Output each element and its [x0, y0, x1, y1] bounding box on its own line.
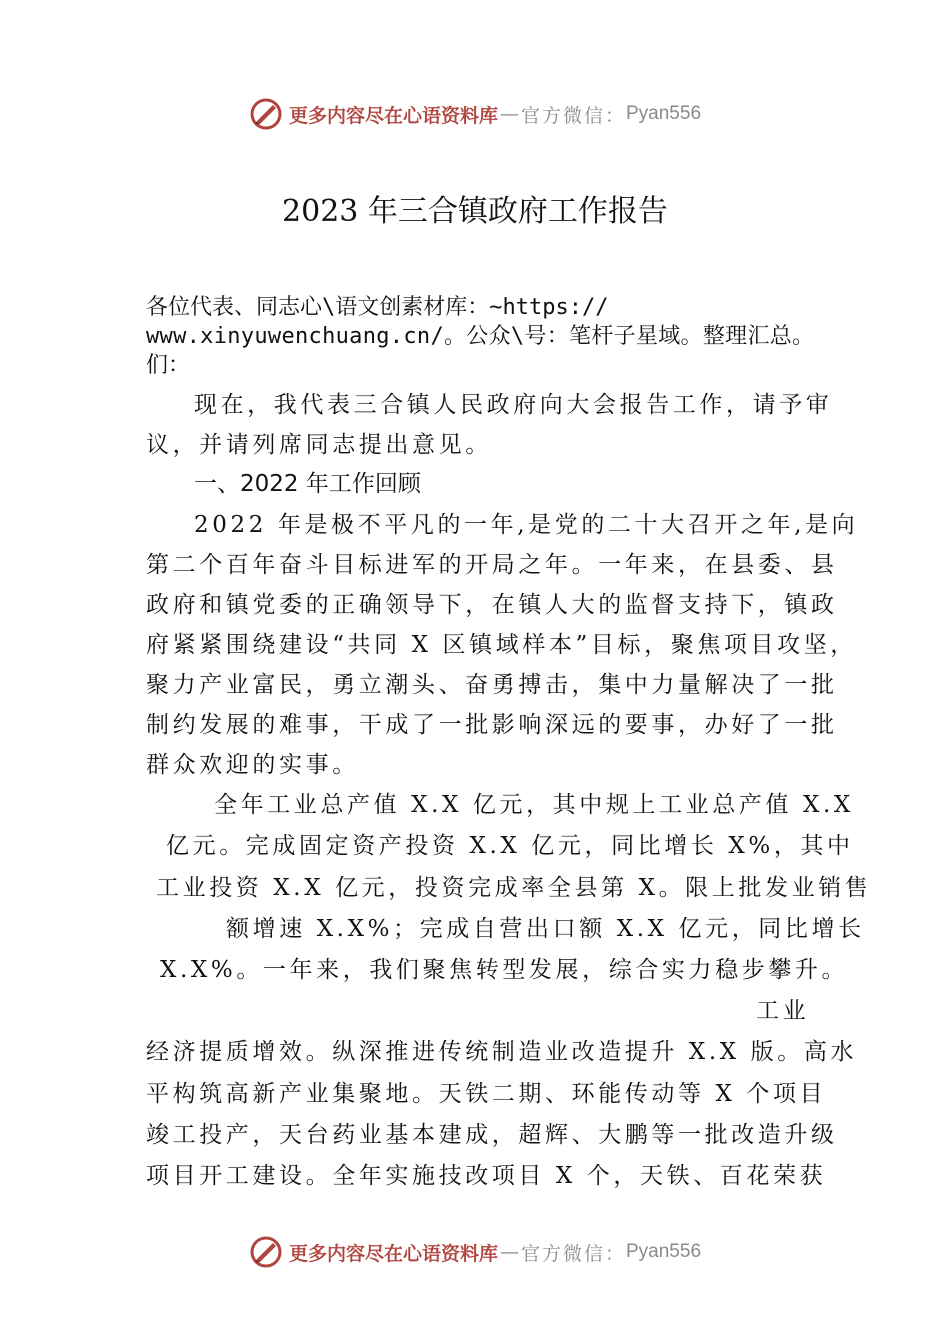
- official-label: 官方微信：: [520, 1242, 626, 1265]
- paragraph-line: 制约发展的难事，干成了一批影响深远的要事，办好了一批: [146, 712, 838, 738]
- paragraph-line: 亿元。完成固定资产投资 X.X 亿元，同比增长 X%，其中: [166, 833, 854, 859]
- official-label: 官方微信：: [520, 104, 626, 127]
- paragraph-line: 2022 年是极不平凡的一年,是党的二十大召开之年,是向: [194, 512, 859, 538]
- banner-dash: —: [499, 1241, 519, 1263]
- paragraph-line: 府紧紧围绕建设“共同 X 区镇域样本”目标，聚焦项目攻坚，: [146, 632, 857, 658]
- paragraph-line: 群众欢迎的实事。: [146, 752, 359, 778]
- paragraph-line: 聚力产业富民，勇立潮头、奋勇搏击，集中力量解决了一批: [146, 672, 838, 698]
- paragraph-line: 平构筑高新产业集聚地。天铁二期、环能传动等 X 个项目: [146, 1081, 827, 1107]
- intro-line: 现在，我代表三合镇人民政府向大会报告工作，请予审: [194, 392, 833, 418]
- footer-banner: [0, 1232, 950, 1272]
- salutation-line: 各位代表、同志心\语文创素材库：~https://: [146, 295, 609, 320]
- paragraph-line: 竣工投产，天台药业基本建成，超辉、大鹏等一批改造升级: [146, 1122, 838, 1148]
- banner-dash: —: [499, 103, 519, 125]
- paragraph-line: 全年工业总产值 X.X 亿元，其中规上工业总产值 X.X: [214, 792, 854, 818]
- salutation-line: www.xinyuwenchuang.cn/。公众\号：笔杆子星域。整理汇总。: [146, 324, 815, 349]
- paragraph-line: 项目开工建设。全年实施技改项目 X 个，天铁、百花荣获: [146, 1163, 827, 1189]
- wechat-id: Pyan556: [626, 1241, 702, 1262]
- paragraph-line: 政府和镇党委的正确领导下，在镇人大的监督支持下，镇政: [146, 592, 838, 618]
- intro-line: 议，并请列席同志提出意见。: [146, 432, 492, 458]
- promo-text: 更多内容尽在心语资料库: [288, 1242, 498, 1265]
- promo-text: 更多内容尽在心语资料库: [288, 104, 498, 127]
- wechat-id: Pyan556: [626, 103, 702, 124]
- pen-in-circle-icon: [249, 1235, 283, 1269]
- paragraph-line: 经济提质增效。纵深推进传统制造业改造提升 X.X 版。高水: [146, 1039, 858, 1065]
- header-banner: [0, 94, 950, 134]
- pen-in-circle-icon: [249, 97, 283, 131]
- paragraph-line: 工业: [756, 998, 810, 1024]
- paragraph-line: 第二个百年奋斗目标进军的开局之年。一年来，在县委、县: [146, 552, 838, 578]
- page-title: 2023 年三合镇政府工作报告: [282, 194, 668, 229]
- paragraph-line: X.X%。一年来，我们聚焦转型发展，综合实力稳步攀升。: [160, 957, 849, 983]
- paragraph-line: 额增速 X.X%；完成自营出口额 X.X 亿元，同比增长: [226, 916, 865, 942]
- paragraph-line: 工业投资 X.X 亿元，投资完成率全县第 X。限上批发业销售: [156, 875, 872, 901]
- section-heading: 一、2022 年工作回顾: [194, 471, 421, 497]
- salutation-line: 们：: [146, 353, 191, 378]
